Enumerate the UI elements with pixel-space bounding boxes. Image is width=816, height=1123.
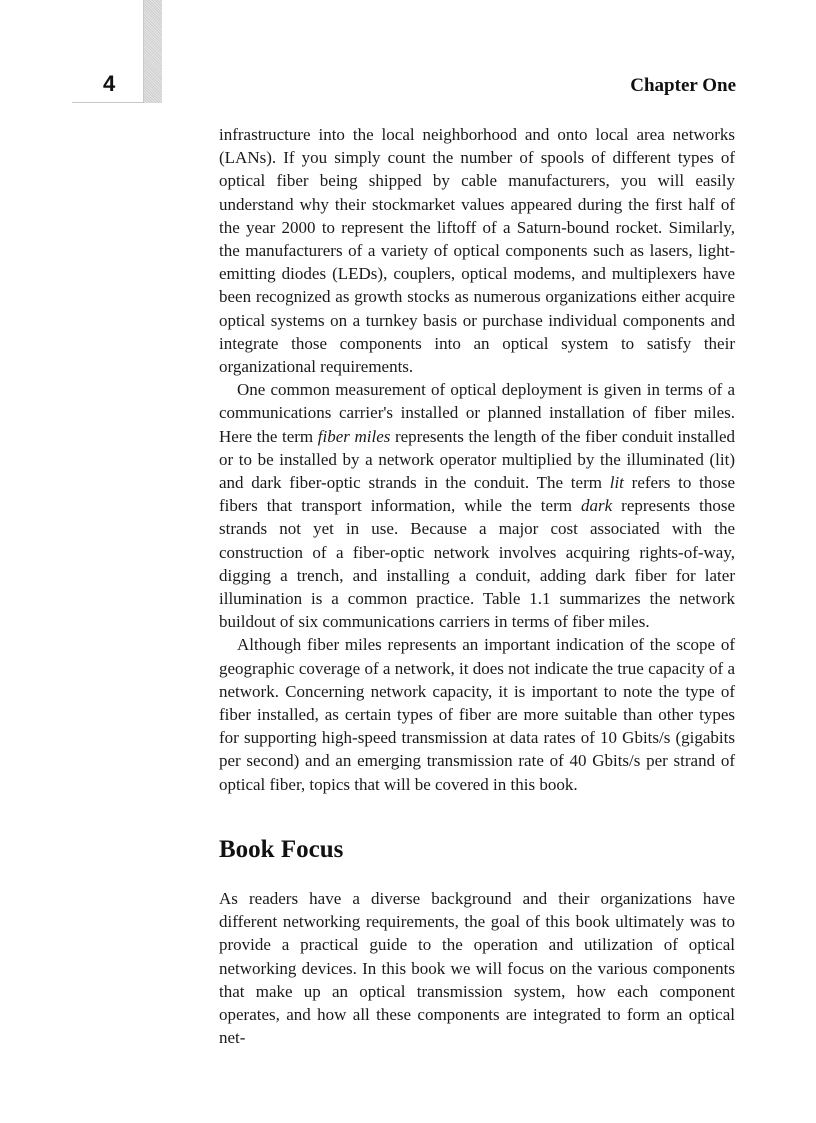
emphasis-term: dark [580,496,613,516]
paragraph [219,633,735,795]
page-body [219,123,735,1049]
paragraph-text: infrastructure into the local neighborhood and onto local area networks (LANs). If you simply count the number of spools of different types of optical fiber being shipped by cable manufacturers, you will easily understand why their stockmarket values appeared during the first half of the year 2000 to represent the liftoff of a Saturn-bound rocket. Similarly, the manufacturers of a variety of optical components such as lasers, light-emitting diodes (LEDs), couplers, optical modems, and multiplexers have been recognized as growth stocks as numerous organizations either acquire optical systems on a turnkey basis or purchase individual components and integrate those components into an optical system to satisfy their organizational requirements. [219,125,735,377]
emphasis-term: lit [609,473,624,493]
paragraph-text: represents those strands not yet in use. Because a major cost associated with the construction of a fiber-optic network involves acquiring rights-of-way, digging a trench, and installing a conduit, adding dark fiber for later illumination is a common practice. Table 1.1 summarizes the network buildout of six communications carriers in terms of fiber miles. [219,496,735,632]
page-tab-shading [144,0,162,103]
running-head: Chapter One [630,75,736,96]
section-heading: Book Focus [219,835,344,863]
emphasis-term: fiber miles [317,426,391,446]
paragraph-text: represents the length of the fiber conduit installed or to be installed by a network operator multiplied by the illuminated (lit) and dark fiber-optic strands in the conduit. The term [219,426,735,493]
paragraph [219,887,735,1049]
paragraph-text: One common measurement of optical deployment is given in terms of a communications carrier's installed or planned installation of fiber miles. Here the term [219,380,735,446]
paragraph [219,123,735,378]
paragraph-text: Although fiber miles represents an important indication of the scope of geographic coverage of a network, it does not indicate the true capacity of a network. Concerning network capacity, it is important to note the type of fiber installed, as certain types of fiber are more suitable than other types for supporting high-speed transmission at data rates of 10 Gbits/s (gigabits per second) and an emerging transmission rate of 40 Gbits/s per strand of optical fiber, topics that will be covered in this book. [219,635,735,794]
paragraph-text: refers to those fibers that transport information, while the term [219,473,735,516]
page-number: 4 [103,71,116,96]
paragraph [219,378,735,633]
paragraph-text: As readers have a diverse background and their organizations have different networking requirements, the goal of this book ultimately was to provide a practical guide to the operation and utilization of optical networking devices. In this book we will focus on the various components that make up an optical transmission system, how each component operates, and how all these components are integrated to form an optical net- [219,888,735,1048]
